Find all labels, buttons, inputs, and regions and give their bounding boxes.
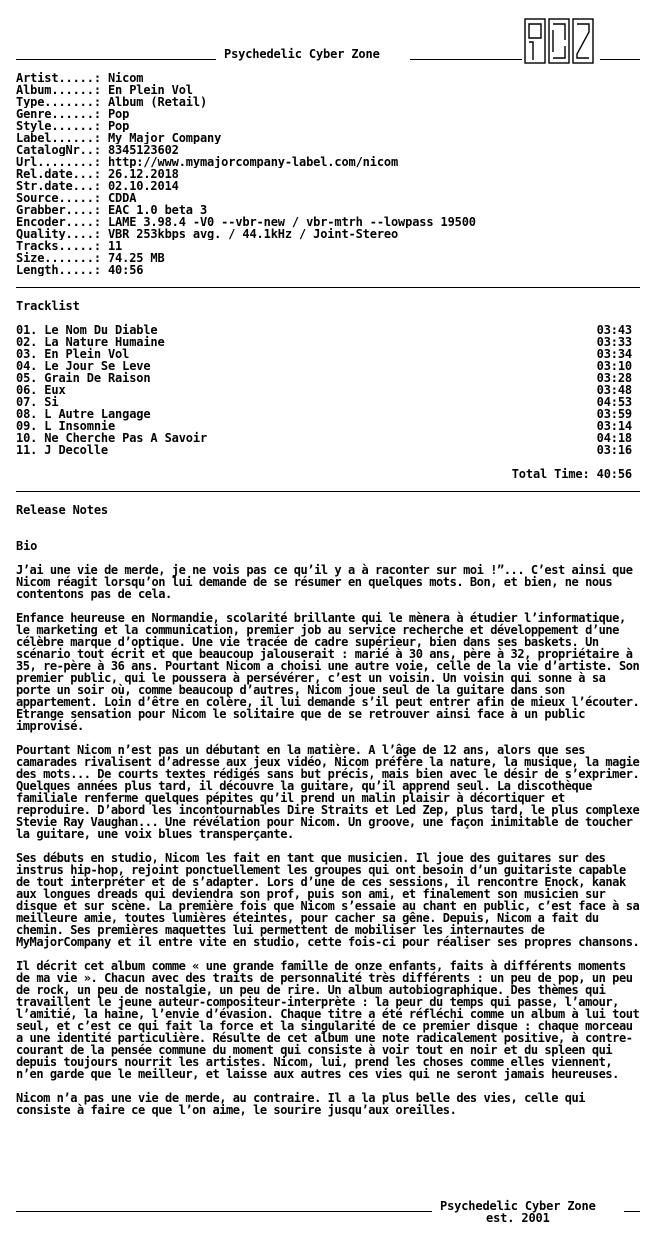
info-row xyxy=(16,120,476,132)
info-row xyxy=(16,156,476,168)
info-value: EAC 1.0 beta 3 xyxy=(107,204,208,216)
track-time: 03:59 xyxy=(596,407,632,421)
info-key: Label......: xyxy=(16,132,101,144)
info-value: 74.25 MB xyxy=(107,252,165,264)
track-time: 04:53 xyxy=(596,395,632,409)
track-time: 03:43 xyxy=(596,323,632,337)
track-title: 11. J Decolle xyxy=(16,443,108,457)
info-row xyxy=(16,252,476,264)
info-key: Size.......: xyxy=(16,252,101,264)
info-value: LAME 3.98.4 -V0 --vbr-new / vbr-mtrh --lowpass 19500 xyxy=(107,216,476,228)
header-rule-right xyxy=(600,59,640,60)
info-row xyxy=(16,144,476,156)
info-row xyxy=(16,180,476,192)
info-key: Type.......: xyxy=(16,96,101,108)
info-row xyxy=(16,228,476,240)
info-value: 26.12.2018 xyxy=(107,168,179,180)
footer-title: Psychedelic Cyber Zone xyxy=(440,1199,596,1213)
info-key: Album......: xyxy=(16,84,101,96)
info-value: 11 xyxy=(107,240,123,252)
info-key: Source.....: xyxy=(16,192,101,204)
footer xyxy=(16,1200,640,1224)
track-time: 03:10 xyxy=(596,359,632,373)
track-title: 03. En Plein Vol xyxy=(16,347,130,361)
total-time: Total Time: 40:56 xyxy=(511,467,632,481)
track-row xyxy=(16,432,632,444)
info-value: My Major Company xyxy=(107,132,222,144)
divider xyxy=(16,287,640,288)
info-key: Artist.....: xyxy=(16,72,101,84)
info-key: Grabber....: xyxy=(16,204,101,216)
info-value: Pop xyxy=(107,120,130,132)
info-value: VBR 253kbps avg. / 44.1kHz / Joint-Stereo xyxy=(107,228,399,240)
pcz-logo-icon xyxy=(522,16,598,66)
info-value: 8345123602 xyxy=(107,144,179,156)
track-title: 06. Eux xyxy=(16,383,66,397)
bio-paragraph: Pourtant Nicom n’est pas un débutant en la matière. A l’âge de 12 ans, alors que ses camarades rivalisent d’adresse aux jeux vidéo, Nicom préfère la nature, la musique, la magie des mots... De courts textes rédigés sans but précis, mais bien avec le désir de s’exprimer. Quelques années plus tard, il découvre la guitare, qu’il apprend seul. La discothèque familiale renferme quelques pépites qu’il prend un malin plaisir à décortiquer et reproduire. D’abord les incontournables Dire Straits et Led Zep, plus tard, le plus complexe Stevie Ray Vaughan... Une révélation pour Nicom. Un groove, une façon inimitable de toucher la guitare, une voix blues transperçante. xyxy=(16,743,640,841)
track-time: 03:14 xyxy=(596,419,632,433)
bio-paragraph: J’ai une vie de merde, je ne vois pas ce qu’il y a à raconter sur moi !”... C’est ainsi que Nicom réagit lorsqu’on lui demande de se résumer en quelques mots. Bon, et bien, ne nous contentons pas de cela. xyxy=(16,563,633,601)
track-time: 04:18 xyxy=(596,431,632,445)
track-title: 01. Le Nom Du Diable xyxy=(16,323,158,337)
track-time: 03:16 xyxy=(596,443,632,457)
info-row xyxy=(16,204,476,216)
header-title: Psychedelic Cyber Zone xyxy=(224,47,380,61)
footer-rule-left xyxy=(16,1211,432,1212)
info-key: Length.....: xyxy=(16,264,101,276)
info-key: Genre......: xyxy=(16,108,101,120)
info-value: CDDA xyxy=(107,192,137,204)
info-key: Rel.date...: xyxy=(16,168,101,180)
track-time: 03:33 xyxy=(596,335,632,349)
info-key: Encoder....: xyxy=(16,216,101,228)
header-rule-left xyxy=(16,59,216,60)
track-row xyxy=(16,372,632,384)
bio-paragraph: Ses débuts en studio, Nicom les fait en tant que musicien. Il joue des guitares sur des instrus hip-hop, rejoint ponctuellement les groupes qui ont besoin d’un guitariste capable de tout interpréter et de s’adapter. Lors d’une de ces sessions, il rencontre Enock, kanak aux longues dreads qui deviendra son prof, puis son ami, et finalement son musicien sur disque et sur scène. La première fois que Nicom s’essaie au chant en public, c’est face à sa meilleure amie, toutes lumières éteintes, pour cacher sa gêne. Depuis, Nicom a fait du chemin. Ses premières maquettes lui permettent de mobiliser les internautes de MyMajorCompany et il entre vite en studio, cette fois-ci pour réaliser ses propres chansons. xyxy=(16,851,640,949)
footer-rule-right xyxy=(624,1211,640,1212)
info-row xyxy=(16,264,476,276)
track-title: 04. Le Jour Se Leve xyxy=(16,359,151,373)
release-info xyxy=(16,72,476,276)
bio-text xyxy=(16,564,640,1128)
track-time: 03:48 xyxy=(596,383,632,397)
info-row xyxy=(16,72,476,84)
track-title: 07. Si xyxy=(16,395,59,409)
track-title: 10. Ne Cherche Pas A Savoir xyxy=(16,431,208,445)
bio-heading: Bio xyxy=(16,539,38,553)
tracklist-heading: Tracklist xyxy=(16,299,80,313)
info-value: En Plein Vol xyxy=(107,84,193,96)
info-key: Quality....: xyxy=(16,228,101,240)
info-value: 02.10.2014 xyxy=(107,180,179,192)
info-row xyxy=(16,168,476,180)
info-value: 40:56 xyxy=(107,264,144,276)
divider xyxy=(16,491,640,492)
bio-paragraph: Enfance heureuse en Normandie, scolarité brillante qui le mènera à étudier l’informatique, le marketing et la communication, premier job au service recherche et développement d’une célèbre marque d’optique. Une vie tracée de cadre supérieur, bien dans ses baskets. Un scénario tout écrit et que beaucoup jalouserait : marié à 30 ans, père à 32, propriétaire à 35, re-père à 36 ans. Pourtant Nicom a choisi une autre voie, celle de la vie d’artiste. Son premier public, qui le poussera à persévérer, c’est un voisin. Un voisin qui sonne à sa porte un soir où, comme beaucoup d’autres, Nicom joue seul de la guitare dans son appartement. Loin d’être en colère, il lui demande s’il peut entrer afin de mieux l’écouter. Etrange sensation pour Nicom le solitaire que de se retrouver ainsi face à un public improvisé. xyxy=(16,611,640,733)
info-row xyxy=(16,192,476,204)
release-notes-heading: Release Notes xyxy=(16,503,108,517)
info-row xyxy=(16,240,476,252)
info-row xyxy=(16,132,476,144)
track-row xyxy=(16,444,632,456)
info-key: Tracks.....: xyxy=(16,240,101,252)
info-value: Nicom xyxy=(107,72,144,84)
track-time: 03:34 xyxy=(596,347,632,361)
track-title: 05. Grain De Raison xyxy=(16,371,151,385)
info-key: Str.date...: xyxy=(16,180,101,192)
track-row xyxy=(16,384,632,396)
info-value: Album (Retail) xyxy=(107,96,208,108)
bio-paragraph: Nicom n’a pas une vie de merde, au contraire. Il a la plus belle des vies, celle qui consiste à faire ce que l’on aime, le sourire jusqu’aux oreilles. xyxy=(16,1091,586,1117)
track-title: 08. L Autre Langage xyxy=(16,407,151,421)
track-title: 02. La Nature Humaine xyxy=(16,335,165,349)
info-row xyxy=(16,108,476,120)
info-key: CatalogNr..: xyxy=(16,144,101,156)
info-row xyxy=(16,216,476,228)
info-row xyxy=(16,96,476,108)
track-time: 03:28 xyxy=(596,371,632,385)
tracklist xyxy=(16,324,632,456)
track-title: 09. L Insomnie xyxy=(16,419,116,433)
info-value: Pop xyxy=(107,108,130,120)
info-value: http://www.mymajorcompany-label.com/nicom xyxy=(107,156,399,168)
info-key: Style......: xyxy=(16,120,101,132)
footer-est: est. 2001 xyxy=(486,1211,550,1225)
bio-paragraph: Il décrit cet album comme « une grande famille de onze enfants, faits à différents moments de ma vie ». Chacun avec des traits de personnalité très différents : un peu de pop, un peu de rock, un peu de nostalgie, un peu de rire. Un album autobiographique. Des thèmes qui travaillent le jeune auteur-compositeur-interprète : la peur du temps qui passe, l’amour, l’amitié, la haine, l’envie d’évasion. Chaque titre a été réfléchi comme un album à lui tout seul, et c’est ce qui fait la force et la singularité de ce premier disque : chaque morceau a une identité particulière. Résulte de cet album une note radicalement positive, à contre-courant de la pensée commune du moment qui consiste à voir tout en noir et du spleen qui depuis toujours nourrit les artistes. Nicom, lui, prend les choses comme elles viennent, n’en garde que le meilleur, et laisse aux autres ces vies qui ne seront jamais heureuses. xyxy=(16,959,640,1081)
header-rule-middle xyxy=(410,59,522,60)
info-key: Url........: xyxy=(16,156,101,168)
info-row xyxy=(16,84,476,96)
